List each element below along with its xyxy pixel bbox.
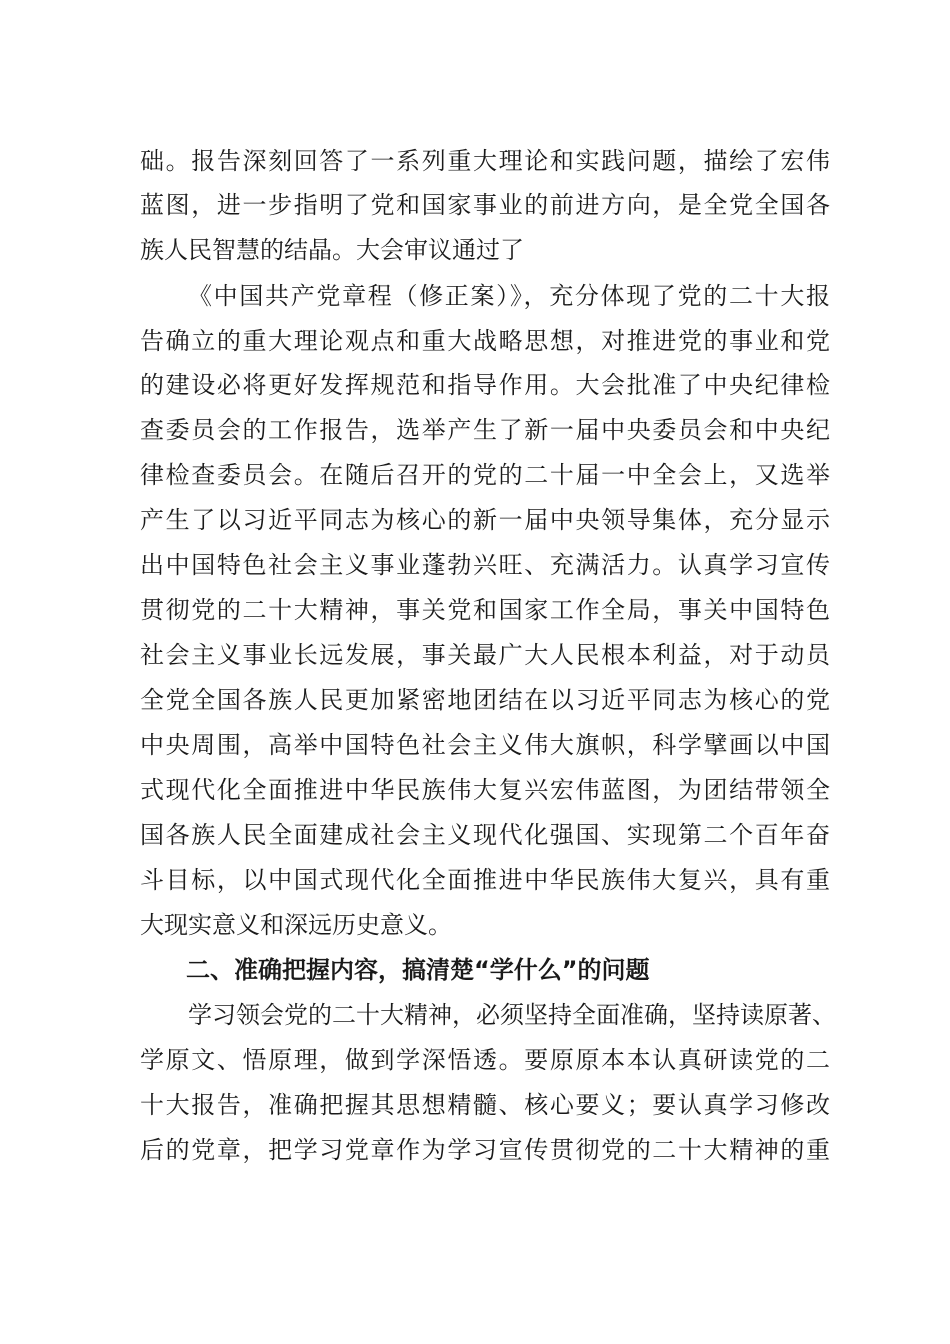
text-line: 中央周围，高举中国特色社会主义伟大旗帜，科学擘画以中国: [140, 731, 830, 759]
section-heading: 二、准确把握内容，搞清楚“学什么”的问题: [186, 956, 650, 984]
text-line: 斗目标，以中国式现代化全面推进中华民族伟大复兴，具有重: [140, 866, 830, 894]
text-line: 全党全国各族人民更加紧密地团结在以习近平同志为核心的党: [140, 686, 830, 714]
text-line: 十大报告，准确把握其思想精髓、核心要义；要认真学习修改: [140, 1091, 830, 1119]
text-line: 学原文、悟原理，做到学深悟透。要原原本本认真研读党的二: [140, 1046, 830, 1074]
text-line: 律检查委员会。在随后召开的党的二十届一中全会上，又选举: [140, 461, 830, 489]
text-line: 告确立的重大理论观点和重大战略思想，对推进党的事业和党: [140, 327, 830, 355]
text-line: 蓝图，进一步指明了党和国家事业的前进方向，是全党全国各: [140, 191, 830, 219]
text-line: 学习领会党的二十大精神，必须坚持全面准确，坚持读原著、: [188, 1001, 836, 1029]
text-line: 贯彻党的二十大精神，事关党和国家工作全局，事关中国特色: [140, 596, 830, 624]
text-line: 查委员会的工作报告，选举产生了新一届中央委员会和中央纪: [140, 416, 830, 444]
text-line: 国各族人民全面建成社会主义现代化强国、实现第二个百年奋: [140, 821, 830, 849]
text-line: 族人民智慧的结晶。大会审议通过了: [140, 236, 524, 264]
text-line: 后的党章，把学习党章作为学习宣传贯彻党的二十大精神的重: [140, 1136, 830, 1164]
text-line: 出中国特色社会主义事业蓬勃兴旺、充满活力。认真学习宣传: [140, 551, 830, 579]
text-line: 式现代化全面推进中华民族伟大复兴宏伟蓝图，为团结带领全: [140, 776, 830, 804]
text-line: 产生了以习近平同志为核心的新一届中央领导集体，充分显示: [140, 506, 830, 534]
text-line: 的建设必将更好发挥规范和指导作用。大会批准了中央纪律检: [140, 371, 830, 399]
text-line: 大现实意义和深远历史意义。: [140, 911, 452, 939]
text-line: 社会主义事业长远发展，事关最广大人民根本利益，对于动员: [140, 641, 830, 669]
text-line: 础。报告深刻回答了一系列重大理论和实践问题，描绘了宏伟: [140, 147, 830, 175]
text-line: 《中国共产党章程（修正案）》，充分体现了党的二十大报: [188, 282, 830, 310]
